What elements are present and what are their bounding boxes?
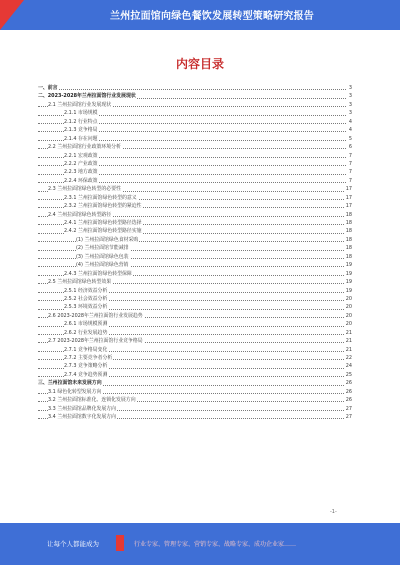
toc-entry-text: 2.5 兰州拉面馆绿色转型效果 bbox=[48, 279, 112, 286]
toc-entry-page: 21 bbox=[345, 338, 352, 345]
toc-entry-text: 2.6.1 市场规模预测 bbox=[64, 321, 108, 328]
toc-entry-page: 18 bbox=[345, 220, 352, 226]
toc-entry-text: 2.1.3 竞争格局 bbox=[64, 127, 98, 134]
toc-entry[interactable] bbox=[38, 168, 352, 176]
toc-entry-page: 6 bbox=[348, 144, 352, 151]
toc-entry-page: 5 bbox=[348, 135, 352, 142]
toc-entry-page: 19 bbox=[345, 270, 352, 277]
footer-slogan: 让每个人都能成为 bbox=[47, 540, 99, 548]
toc-entry-text: 2.3 兰州拉面馆绿色转型的必要性 bbox=[48, 186, 121, 193]
toc-entry-text: 2.1.4 存在问题 bbox=[64, 135, 98, 142]
toc-entry-text: 三、兰州拉面馆未来发展方向 bbox=[38, 380, 102, 387]
toc-entry[interactable] bbox=[38, 261, 352, 269]
toc-entry-page: 4 bbox=[348, 118, 352, 125]
toc-entry[interactable] bbox=[38, 160, 352, 168]
toc-entry-text: 2.5.1 经济效益分析 bbox=[64, 287, 108, 294]
toc-entry-page: 3 bbox=[348, 85, 352, 91]
toc-entry-page: 18 bbox=[345, 211, 352, 218]
toc-entry[interactable] bbox=[38, 337, 352, 345]
toc-entry[interactable] bbox=[38, 396, 352, 404]
toc-entry-text: (4) 兰州拉面馆绿色营销 bbox=[76, 262, 129, 269]
toc-entry-page: 27 bbox=[345, 414, 352, 421]
toc-entry[interactable] bbox=[38, 329, 352, 337]
toc-entry[interactable] bbox=[38, 118, 352, 126]
toc-entry-page: 19 bbox=[345, 287, 352, 294]
toc-entry-text: 2.6 2023-2028年兰州拉面馆行业发展趋势 bbox=[48, 312, 143, 319]
toc-entry-text: 二、2023-2028年兰州拉面馆行业发展现状 bbox=[38, 93, 136, 100]
toc-entry-text: 2.2.1 宏观政策 bbox=[64, 152, 98, 159]
toc-entry-page: 3 bbox=[348, 93, 352, 100]
toc-entry-text: 2.2.4 环保政策 bbox=[64, 177, 98, 184]
toc-entry-page: 27 bbox=[345, 405, 352, 412]
toc-entry-page: 26 bbox=[345, 388, 352, 395]
toc-entry-text: 3.4 兰州拉面馆数字化发展方向 bbox=[48, 414, 117, 421]
toc-entry-page: 7 bbox=[348, 160, 352, 167]
toc-entry[interactable] bbox=[38, 287, 352, 295]
toc-entry-page: 20 bbox=[345, 312, 352, 319]
toc-entry[interactable] bbox=[38, 413, 352, 421]
toc-entry[interactable] bbox=[38, 278, 352, 286]
toc-entry-page: 7 bbox=[348, 152, 352, 159]
toc-entry[interactable] bbox=[38, 354, 352, 362]
toc-entry-text: (1) 兰州拉面馆绿色食材采购 bbox=[76, 236, 139, 243]
toc-entry[interactable] bbox=[38, 126, 352, 134]
footer-banner bbox=[0, 523, 400, 565]
toc-entry-text: 2.1 兰州拉面馆行业发展现状 bbox=[48, 101, 112, 108]
toc-entry[interactable] bbox=[38, 244, 352, 252]
toc-entry-text: 2.2.2 产业政策 bbox=[64, 160, 98, 167]
toc-entry[interactable] bbox=[38, 152, 352, 160]
toc-entry-page: 26 bbox=[345, 397, 352, 404]
toc-entry-page: 21 bbox=[345, 329, 352, 336]
toc-entry[interactable] bbox=[38, 312, 352, 320]
toc-entry-text: 2.7.1 竞争格局变化 bbox=[64, 346, 108, 353]
footer-red-bar bbox=[116, 535, 124, 551]
toc-entry-text: (3) 兰州拉面馆绿色包装 bbox=[76, 253, 129, 260]
header-banner bbox=[0, 0, 400, 30]
toc-entry-page: 19 bbox=[345, 262, 352, 269]
toc-entry-page: 18 bbox=[345, 228, 352, 235]
toc-entry-text: 2.2 兰州拉面馆行业政策环境分析 bbox=[48, 144, 121, 151]
toc-entry[interactable] bbox=[38, 320, 352, 328]
toc-entry-page: 17 bbox=[345, 203, 352, 210]
toc-entry[interactable] bbox=[38, 84, 352, 92]
toc-entry[interactable] bbox=[38, 303, 352, 311]
toc-entry[interactable] bbox=[38, 185, 352, 193]
toc-entry-text: 2.5.3 环境效益分析 bbox=[64, 304, 108, 311]
toc-entry-page: 4 bbox=[348, 127, 352, 134]
toc-entry[interactable] bbox=[38, 253, 352, 261]
toc-entry-page: 22 bbox=[345, 355, 352, 361]
toc-entry-text: 一、前言 bbox=[38, 85, 58, 91]
toc-entry-text: 3.2 兰州拉面馆标准化、连锁化发展方向 bbox=[48, 397, 136, 404]
toc-entry-text: 3.1 绿色化转型发展方向 bbox=[48, 388, 102, 395]
toc-entry-text: (2) 兰州拉面馆节能减排 bbox=[76, 245, 129, 252]
toc-entry-page: 17 bbox=[345, 186, 352, 193]
toc-entry-page: 25 bbox=[345, 371, 352, 378]
toc-entry-page: 7 bbox=[348, 169, 352, 176]
toc-entry[interactable] bbox=[38, 362, 352, 370]
toc-entry[interactable] bbox=[38, 227, 352, 235]
toc-entry[interactable] bbox=[38, 92, 352, 100]
footer-roles: 行业专家、管理专家、营销专家、战略专家、成功企业家…… bbox=[134, 541, 297, 548]
toc-entry-page: 24 bbox=[345, 363, 352, 370]
table-of-contents bbox=[38, 84, 352, 422]
toc-entry[interactable] bbox=[38, 177, 352, 185]
toc-entry[interactable] bbox=[38, 202, 352, 210]
toc-entry-page: 17 bbox=[345, 194, 352, 201]
toc-entry-text: 2.4.2 兰州拉面馆绿色转型路径实施 bbox=[64, 228, 142, 235]
toc-entry-text: 2.2.3 地方政策 bbox=[64, 169, 98, 176]
toc-entry-text: 2.6.2 行业发展趋势 bbox=[64, 329, 108, 336]
toc-entry-text: 2.3.2 兰州拉面馆绿色转型的紧迫性 bbox=[64, 203, 142, 210]
toc-heading: 内容目录 bbox=[175, 57, 224, 71]
toc-entry-page: 7 bbox=[348, 177, 352, 184]
toc-entry[interactable] bbox=[38, 371, 352, 379]
toc-leader-dots bbox=[38, 89, 346, 90]
toc-entry-text: 2.4.3 兰州拉面馆绿色转型保障 bbox=[64, 270, 132, 277]
toc-entry[interactable] bbox=[38, 135, 352, 143]
toc-entry-page: 21 bbox=[345, 346, 352, 353]
toc-entry-page: 19 bbox=[345, 279, 352, 286]
toc-entry-text: 2.4 兰州拉面馆绿色转型路径 bbox=[48, 211, 112, 218]
toc-entry[interactable] bbox=[38, 109, 352, 117]
report-title: 兰州拉面馆向绿色餐饮发展转型策略研究报告 bbox=[110, 11, 314, 22]
toc-entry[interactable] bbox=[38, 101, 352, 109]
toc-entry-text: 2.1.1 市场规模 bbox=[64, 110, 98, 117]
toc-entry-text: 2.5.2 社会效益分析 bbox=[64, 295, 108, 302]
toc-entry-text: 2.7.2 主要竞争者分析 bbox=[64, 355, 113, 361]
toc-entry-page: 18 bbox=[345, 236, 352, 243]
toc-entry-text: 2.4.1 兰州拉面馆绿色转型路径选择 bbox=[64, 220, 142, 226]
toc-entry-text: 2.7 2023-2028年兰州拉面馆行业竞争格局 bbox=[48, 338, 143, 345]
toc-entry[interactable] bbox=[38, 219, 352, 227]
toc-entry-text: 3.3 兰州拉面馆品牌化发展方向 bbox=[48, 405, 117, 412]
page-number: -1- bbox=[330, 509, 337, 515]
toc-entry-text: 2.3.1 兰州拉面馆绿色转型的意义 bbox=[64, 194, 137, 201]
toc-entry[interactable] bbox=[38, 379, 352, 387]
toc-entry[interactable] bbox=[38, 143, 352, 151]
toc-entry-page: 18 bbox=[345, 245, 352, 252]
toc-entry-page: 3 bbox=[348, 110, 352, 117]
toc-entry[interactable] bbox=[38, 270, 352, 278]
toc-entry[interactable] bbox=[38, 295, 352, 303]
toc-entry-text: 2.1.2 行业特点 bbox=[64, 118, 98, 125]
toc-entry[interactable] bbox=[38, 346, 352, 354]
toc-entry-page: 26 bbox=[345, 380, 352, 387]
toc-entry-page: 18 bbox=[345, 253, 352, 260]
header-red-accent bbox=[0, 0, 24, 30]
toc-entry-page: 3 bbox=[348, 101, 352, 108]
toc-entry-text: 2.7.3 竞争策略分析 bbox=[64, 363, 108, 370]
toc-entry[interactable] bbox=[38, 405, 352, 413]
toc-entry[interactable] bbox=[38, 388, 352, 396]
toc-entry[interactable] bbox=[38, 236, 352, 244]
toc-entry[interactable] bbox=[38, 194, 352, 202]
toc-entry-page: 20 bbox=[345, 321, 352, 328]
toc-entry-page: 20 bbox=[345, 295, 352, 302]
toc-entry-text: 2.7.4 竞争趋势预测 bbox=[64, 371, 108, 378]
toc-entry[interactable] bbox=[38, 211, 352, 219]
toc-entry-page: 20 bbox=[345, 304, 352, 311]
